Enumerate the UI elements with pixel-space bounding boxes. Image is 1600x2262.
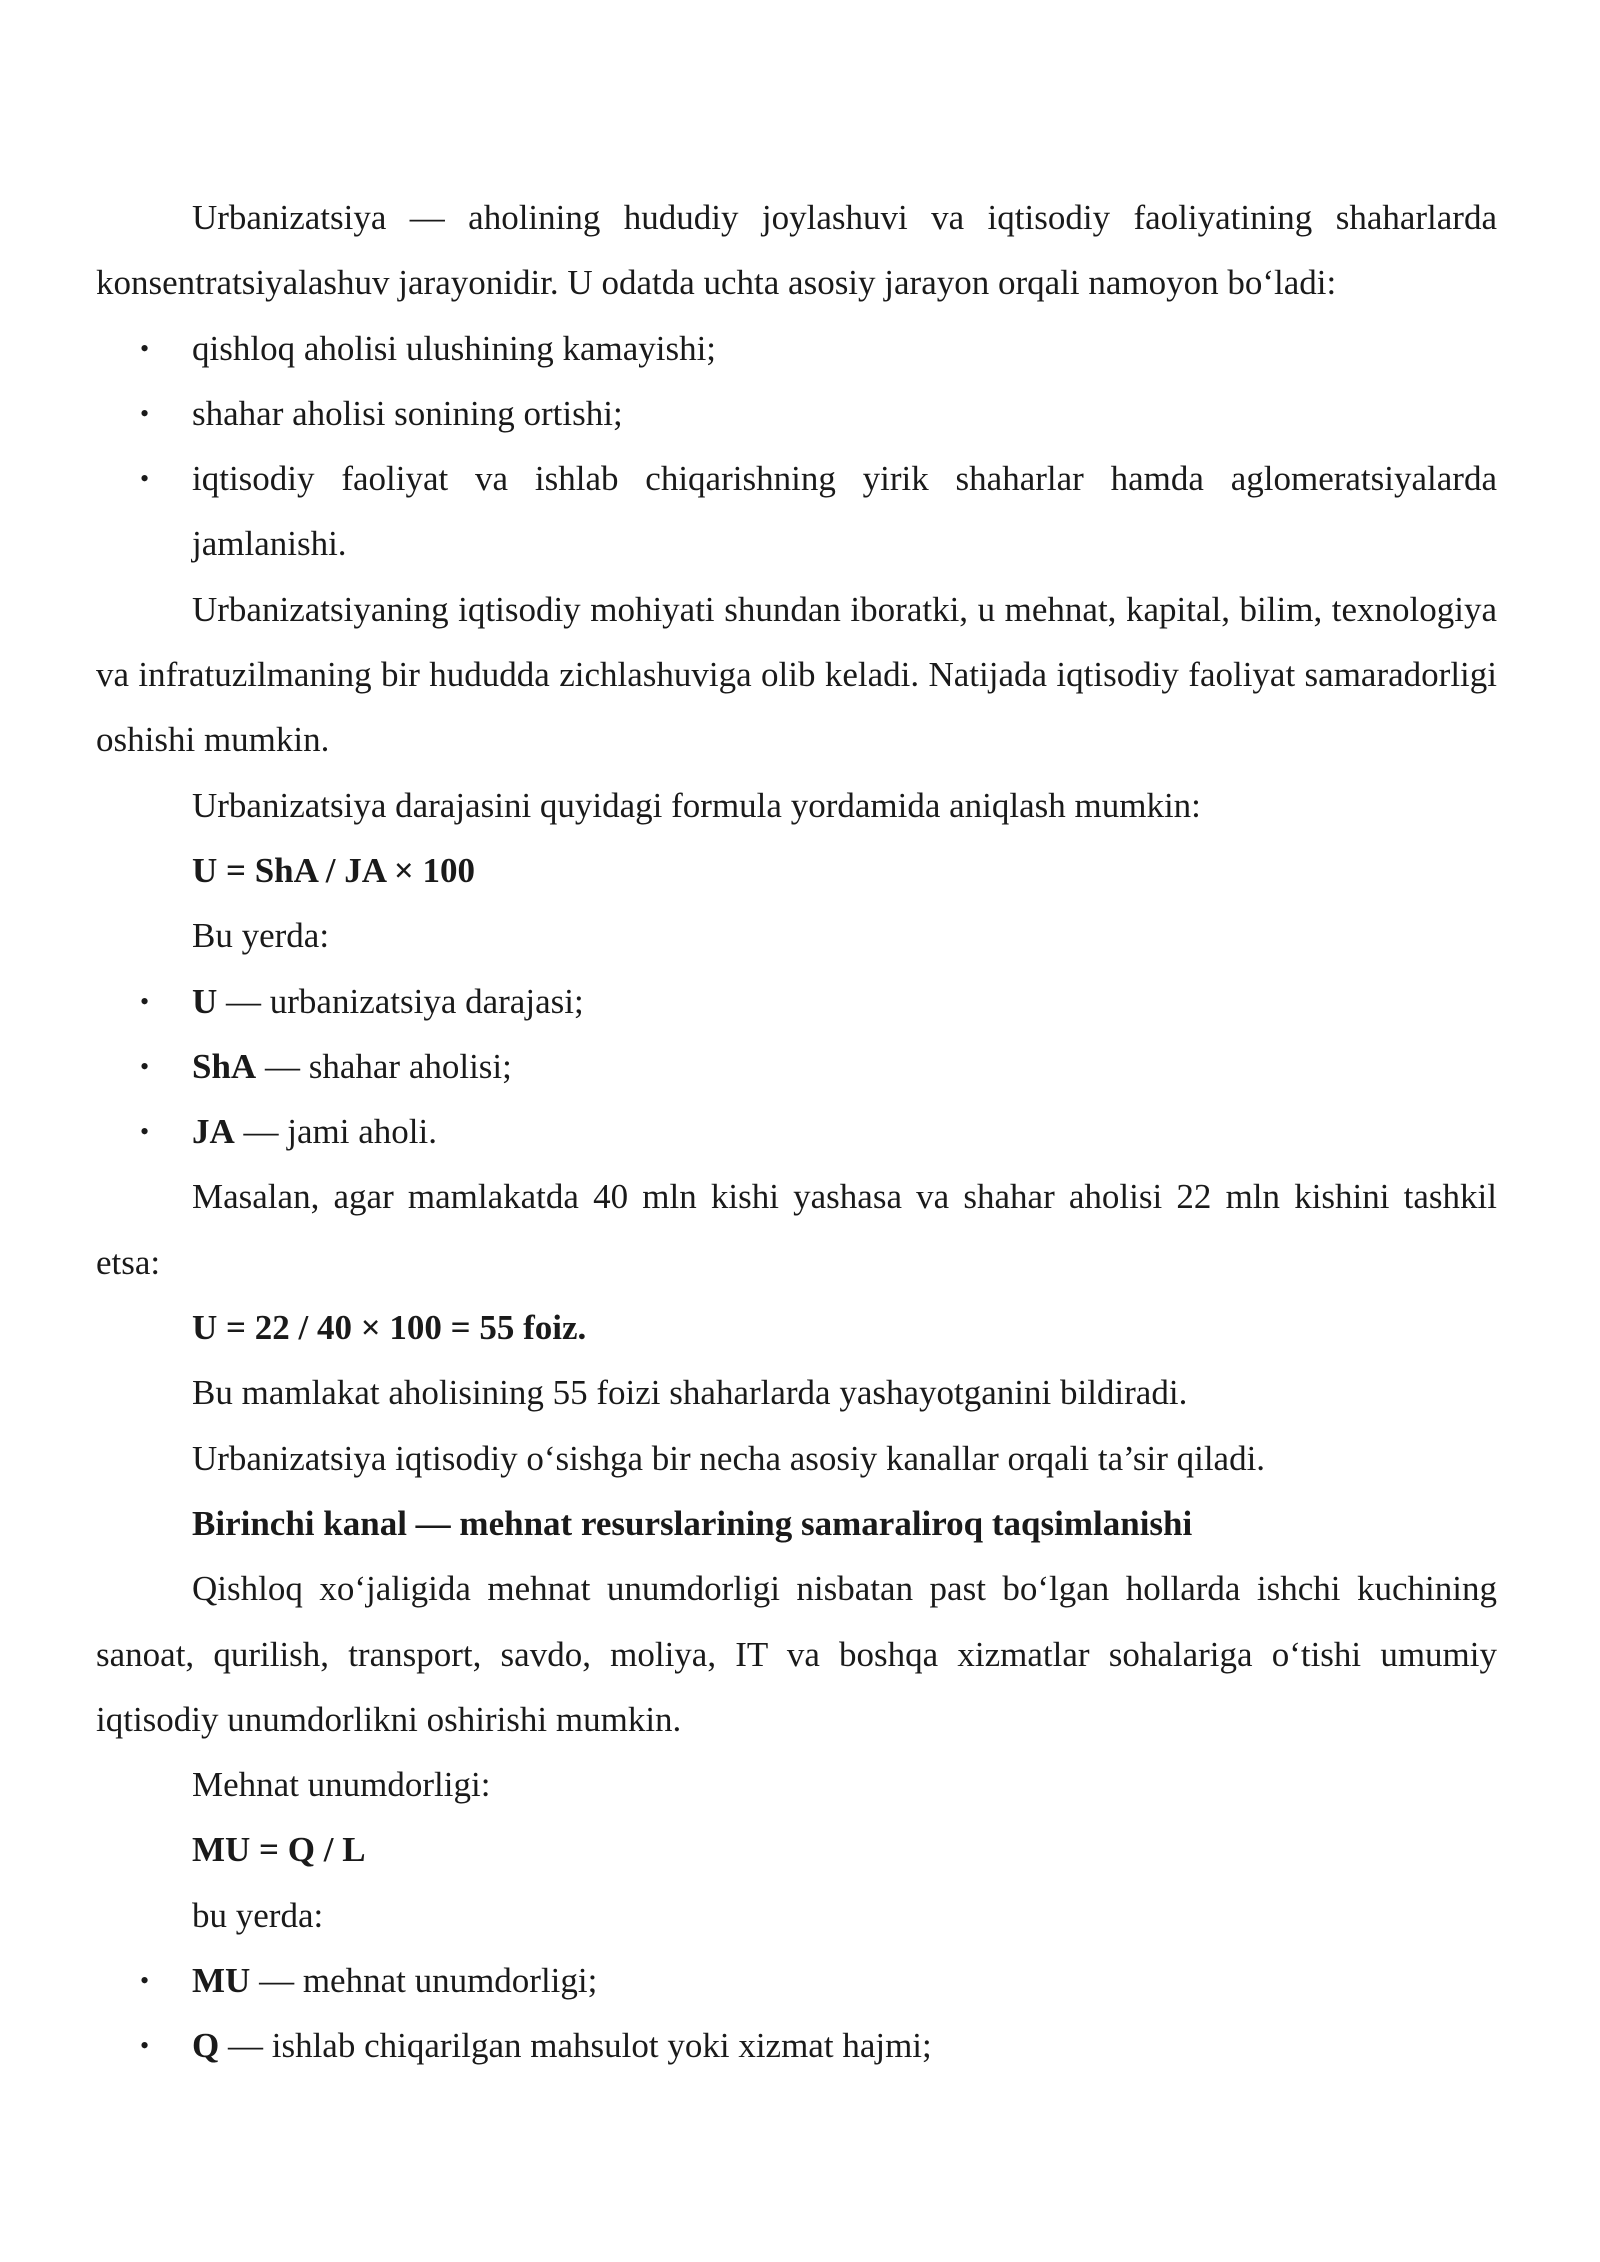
definition-desc: — ishlab chiqarilgan mahsulot yoki xizmat hajmi;	[219, 2026, 932, 2066]
bullet-icon: •	[140, 1117, 150, 1147]
list-item	[96, 316, 1497, 381]
definition-item	[96, 969, 1497, 1034]
definition-term: U	[192, 981, 218, 1021]
formula-labor-productivity: MU = Q / L	[192, 1830, 366, 1870]
section-heading-first-channel: Birinchi kanal — mehnat resurslarining samaraliroq taqsimlanishi	[192, 1503, 1193, 1543]
definition-term: ShA	[192, 1046, 257, 1086]
definition-item	[96, 2013, 1497, 2078]
paragraph-labor-reallocation: Qishloq xo‘jaligida mehnat unumdorligi nisbatan past bo‘lgan hollarda ishchi kuchining sanoat, qurilish, transport, savdo, moliya, IT va boshqa xizmatlar sohalariga o‘tishi umumiy iqtisodiy unumdorlikni oshirishi mumkin.	[96, 1569, 1497, 1739]
list-item-text: shahar aholisi sonining ortishi;	[192, 393, 623, 433]
definition-desc: — jami aholi.	[234, 1112, 437, 1152]
list-item	[96, 381, 1497, 446]
list-item-text: iqtisodiy faoliyat va ishlab chiqarishning yirik shaharlar hamda aglomeratsiyalarda jamlanishi.	[192, 459, 1497, 564]
definition-item	[96, 1034, 1497, 1099]
definition-term: Q	[192, 2026, 220, 2066]
labor-productivity-label: Mehnat unumdorligi:	[192, 1765, 491, 1805]
formula-definitions-list	[96, 969, 1497, 1165]
definition-desc: — urbanizatsiya darajasi;	[217, 981, 584, 1021]
productivity-definitions-list	[96, 1948, 1497, 2079]
document-page	[96, 185, 1497, 2079]
paragraph-growth-channels: Urbanizatsiya iqtisodiy o‘sishga bir necha asosiy kanallar orqali ta’sir qiladi.	[192, 1438, 1266, 1478]
where-label: Bu yerda:	[192, 916, 330, 956]
definition-desc: — shahar aholisi;	[256, 1046, 512, 1086]
formula-example-result: U = 22 / 40 × 100 = 55 foiz.	[192, 1308, 587, 1348]
paragraph-example-meaning: Bu mamlakat aholisining 55 foizi shaharlarda yashayotganini bildiradi.	[192, 1373, 1188, 1413]
bullet-icon: •	[140, 398, 150, 428]
bullet-icon: •	[140, 2031, 150, 2061]
list-item	[96, 446, 1497, 577]
formula-urbanization-level: U = ShA / JA × 100	[192, 850, 476, 890]
paragraph-formula-intro: Urbanizatsiya darajasini quyidagi formula yordamida aniqlash mumkin:	[192, 785, 1201, 825]
list-item-text: qishloq aholisi ulushining kamayishi;	[192, 328, 717, 368]
paragraph-urbanization-definition: Urbanizatsiya — aholining hududiy joylashuvi va iqtisodiy faoliyatining shaharlarda konsentratsiyalashuv jarayonidir. U odatda uchta asosiy jarayon orqali namoyon bo‘ladi:	[96, 198, 1497, 303]
bullet-icon: •	[140, 1051, 150, 1081]
definition-term: JA	[192, 1112, 235, 1152]
paragraph-example: Masalan, agar mamlakatda 40 mln kishi yashasa va shahar aholisi 22 mln kishini tashkil etsa:	[96, 1177, 1497, 1282]
bullet-icon: •	[140, 464, 150, 494]
definition-desc: — mehnat unumdorligi;	[250, 1961, 598, 2001]
bullet-icon: •	[140, 1966, 150, 1996]
where-label: bu yerda:	[192, 1895, 324, 1935]
definition-item	[96, 1099, 1497, 1164]
bullet-icon: •	[140, 986, 150, 1016]
paragraph-economic-essence: Urbanizatsiyaning iqtisodiy mohiyati shundan iboratki, u mehnat, kapital, bilim, texnologiya va infratuzilmaning bir hududda zichlashuviga olib keladi. Natijada iqtisodiy faoliyat samaradorligi oshishi mumkin.	[96, 589, 1497, 760]
urbanization-process-list	[96, 316, 1497, 577]
bullet-icon: •	[140, 333, 150, 363]
definition-term: MU	[192, 1961, 251, 2001]
definition-item	[96, 1948, 1497, 2013]
